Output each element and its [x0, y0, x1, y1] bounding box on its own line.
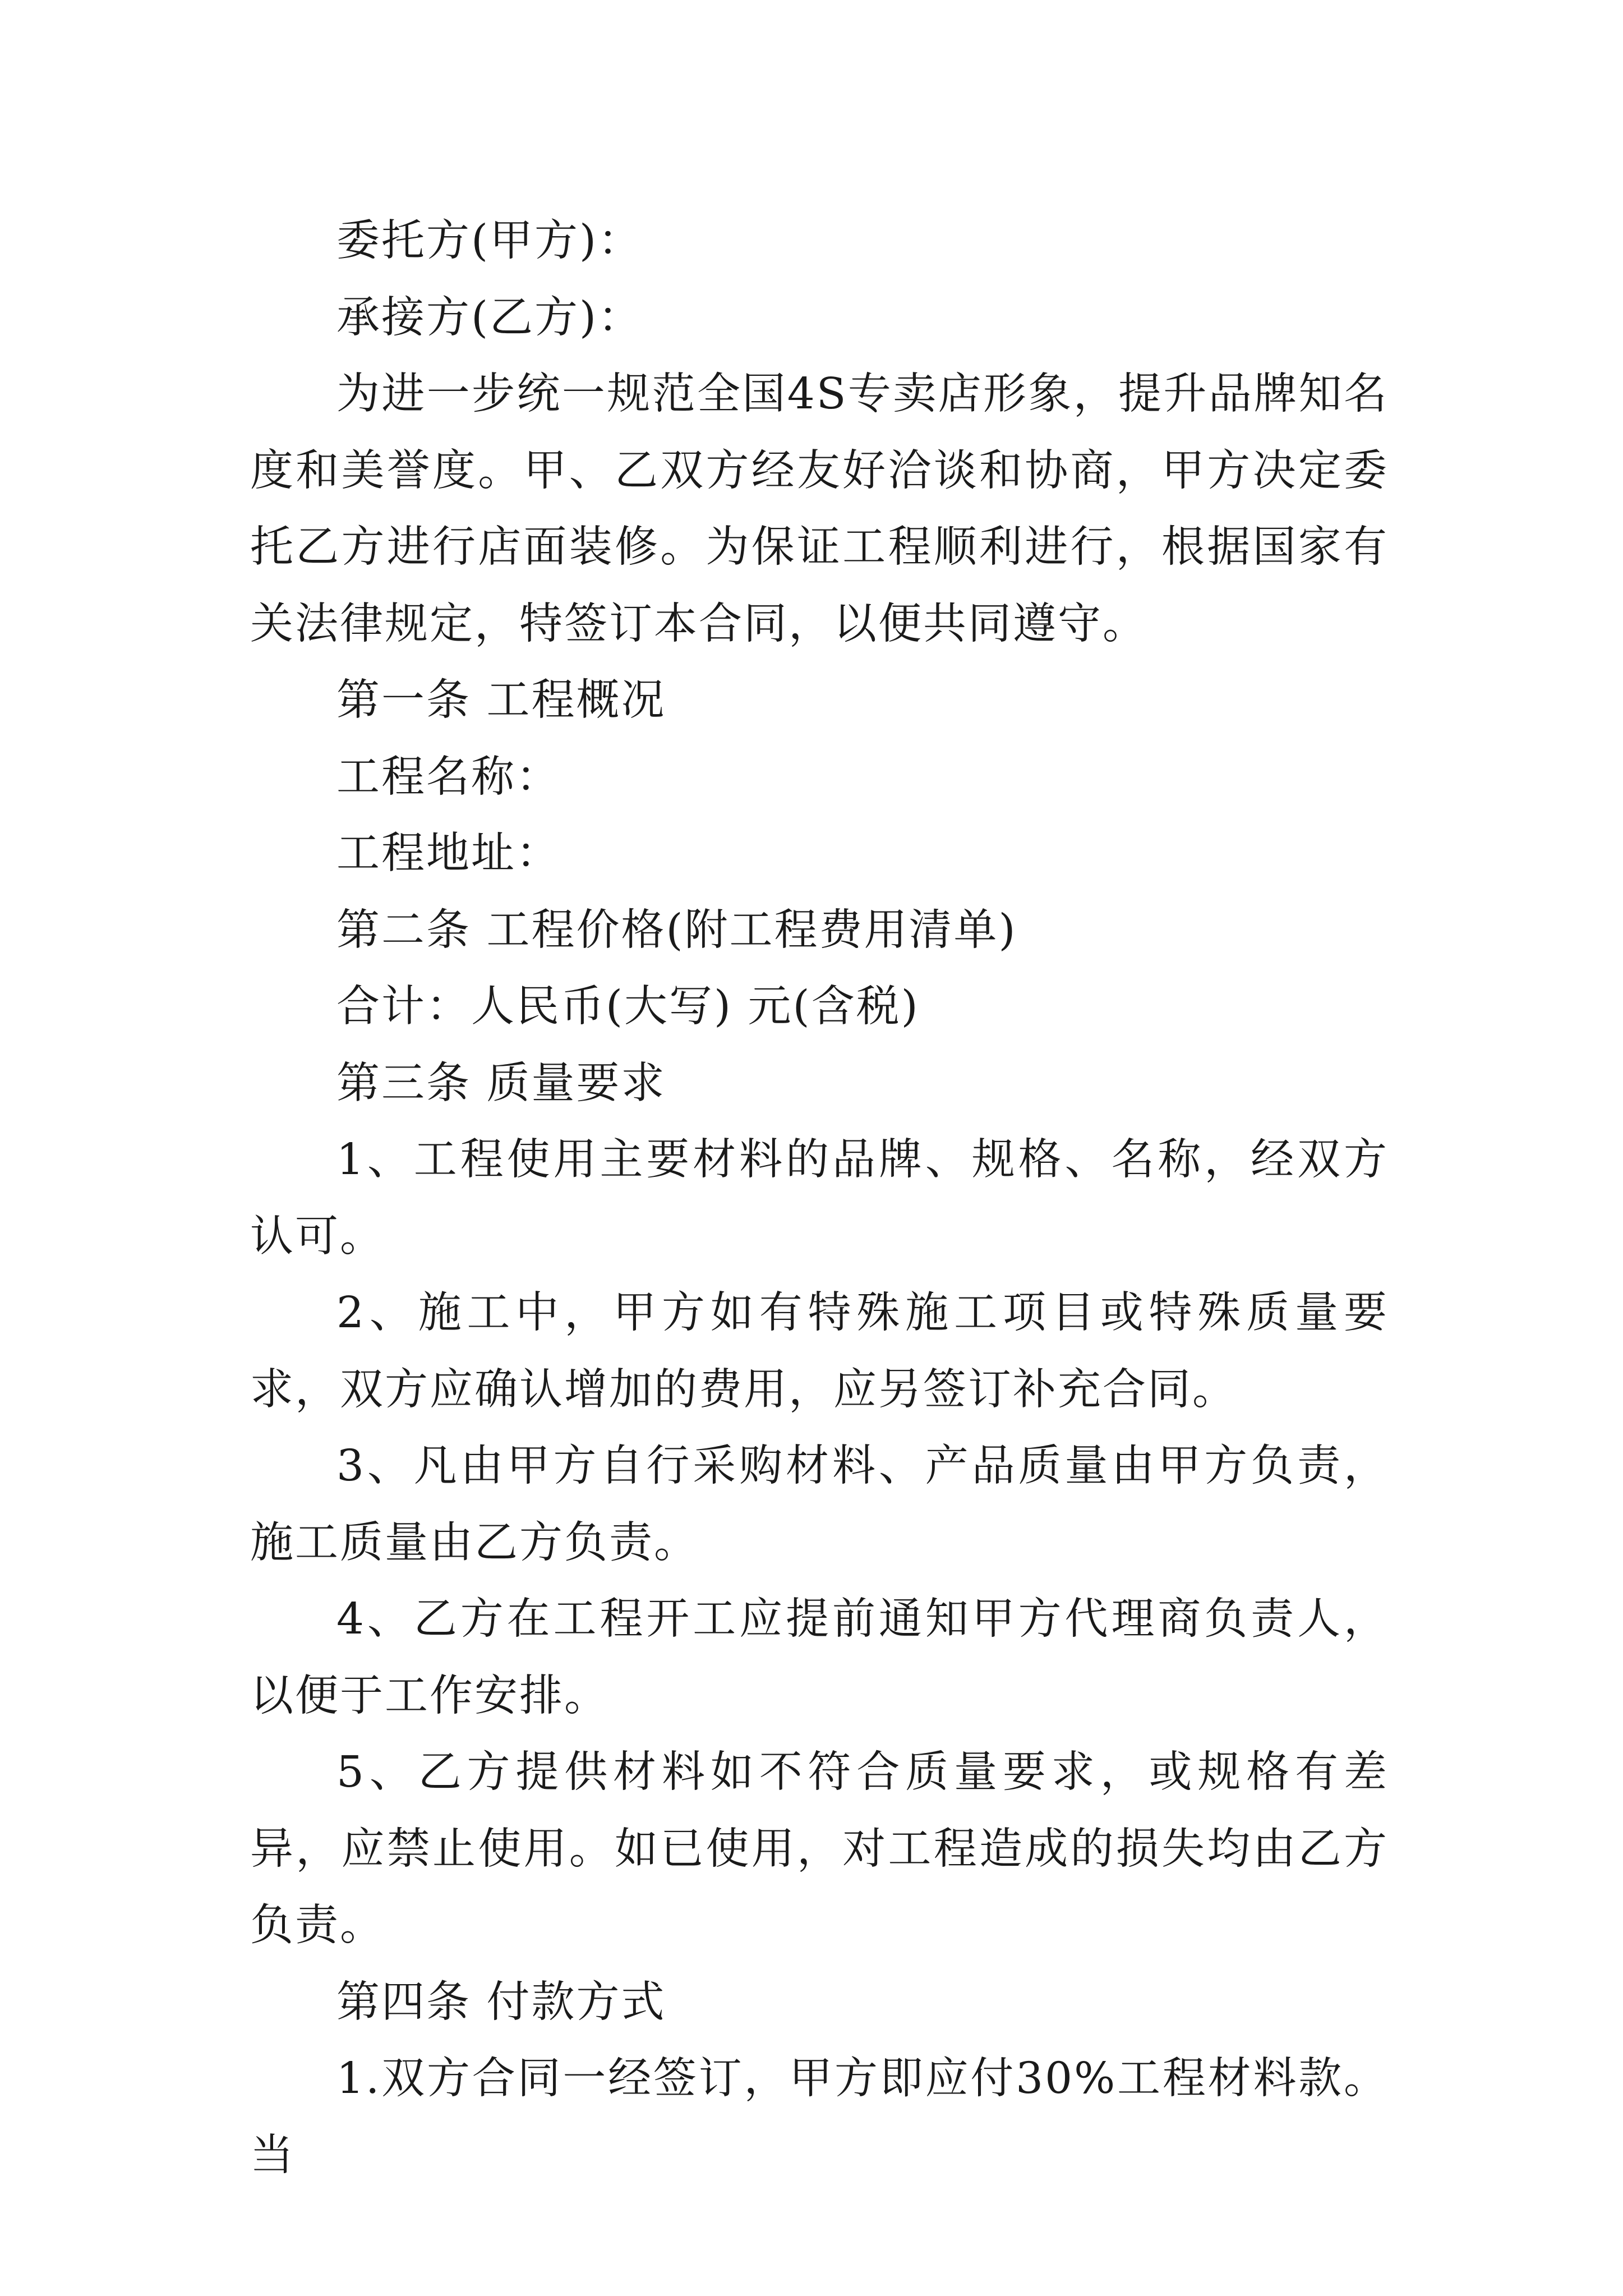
project-address-line: 工程地址：	[336, 829, 561, 878]
project-name-line: 工程名称：	[336, 752, 561, 802]
article-3-heading: 第三条 质量要求	[336, 1058, 666, 1108]
article-2-heading: 第二条 工程价格(附工程费用清单)	[336, 905, 1017, 955]
document-body	[250, 203, 1389, 2194]
quality-clause-3: 3、凡由甲方自行采购材料、产品质量由甲方负责，施工质量由乙方负责。	[250, 1441, 1389, 1568]
total-price-line: 合计：人民币(大写) 元(含税)	[336, 982, 920, 1032]
quality-clause-4: 4、乙方在工程开工应提前通知甲方代理商负责人，以便于工作安排。	[250, 1594, 1389, 1721]
client-party-line: 委托方(甲方)：	[336, 216, 643, 266]
article-4-heading: 第四条 付款方式	[336, 1977, 666, 2027]
quality-clause-1: 1、工程使用主要材料的品牌、规格、名称，经双方认可。	[250, 1135, 1389, 1262]
preamble-paragraph: 为进一步统一规范全国4S专卖店形象，提升品牌知名度和美誉度。甲、乙双方经友好洽谈和协商，甲方决定委托乙方进行店面装修。为保证工程顺利进行，根据国家有关法律规定，特签订本合同，以便共同遵守。	[250, 369, 1389, 649]
quality-clause-5: 5、乙方提供材料如不符合质量要求，或规格有差异，应禁止使用。如已使用，对工程造成的损失均由乙方负责。	[250, 1747, 1389, 1950]
quality-clause-2: 2、施工中，甲方如有特殊施工项目或特殊质量要求，双方应确认增加的费用，应另签订补充合同。	[250, 1288, 1389, 1415]
contractor-party-line: 承接方(乙方)：	[336, 292, 643, 343]
article-1-heading: 第一条 工程概况	[336, 675, 666, 725]
payment-clause-1: 1.双方合同一经签订，甲方即应付30%工程材料款。当	[250, 2054, 1389, 2180]
